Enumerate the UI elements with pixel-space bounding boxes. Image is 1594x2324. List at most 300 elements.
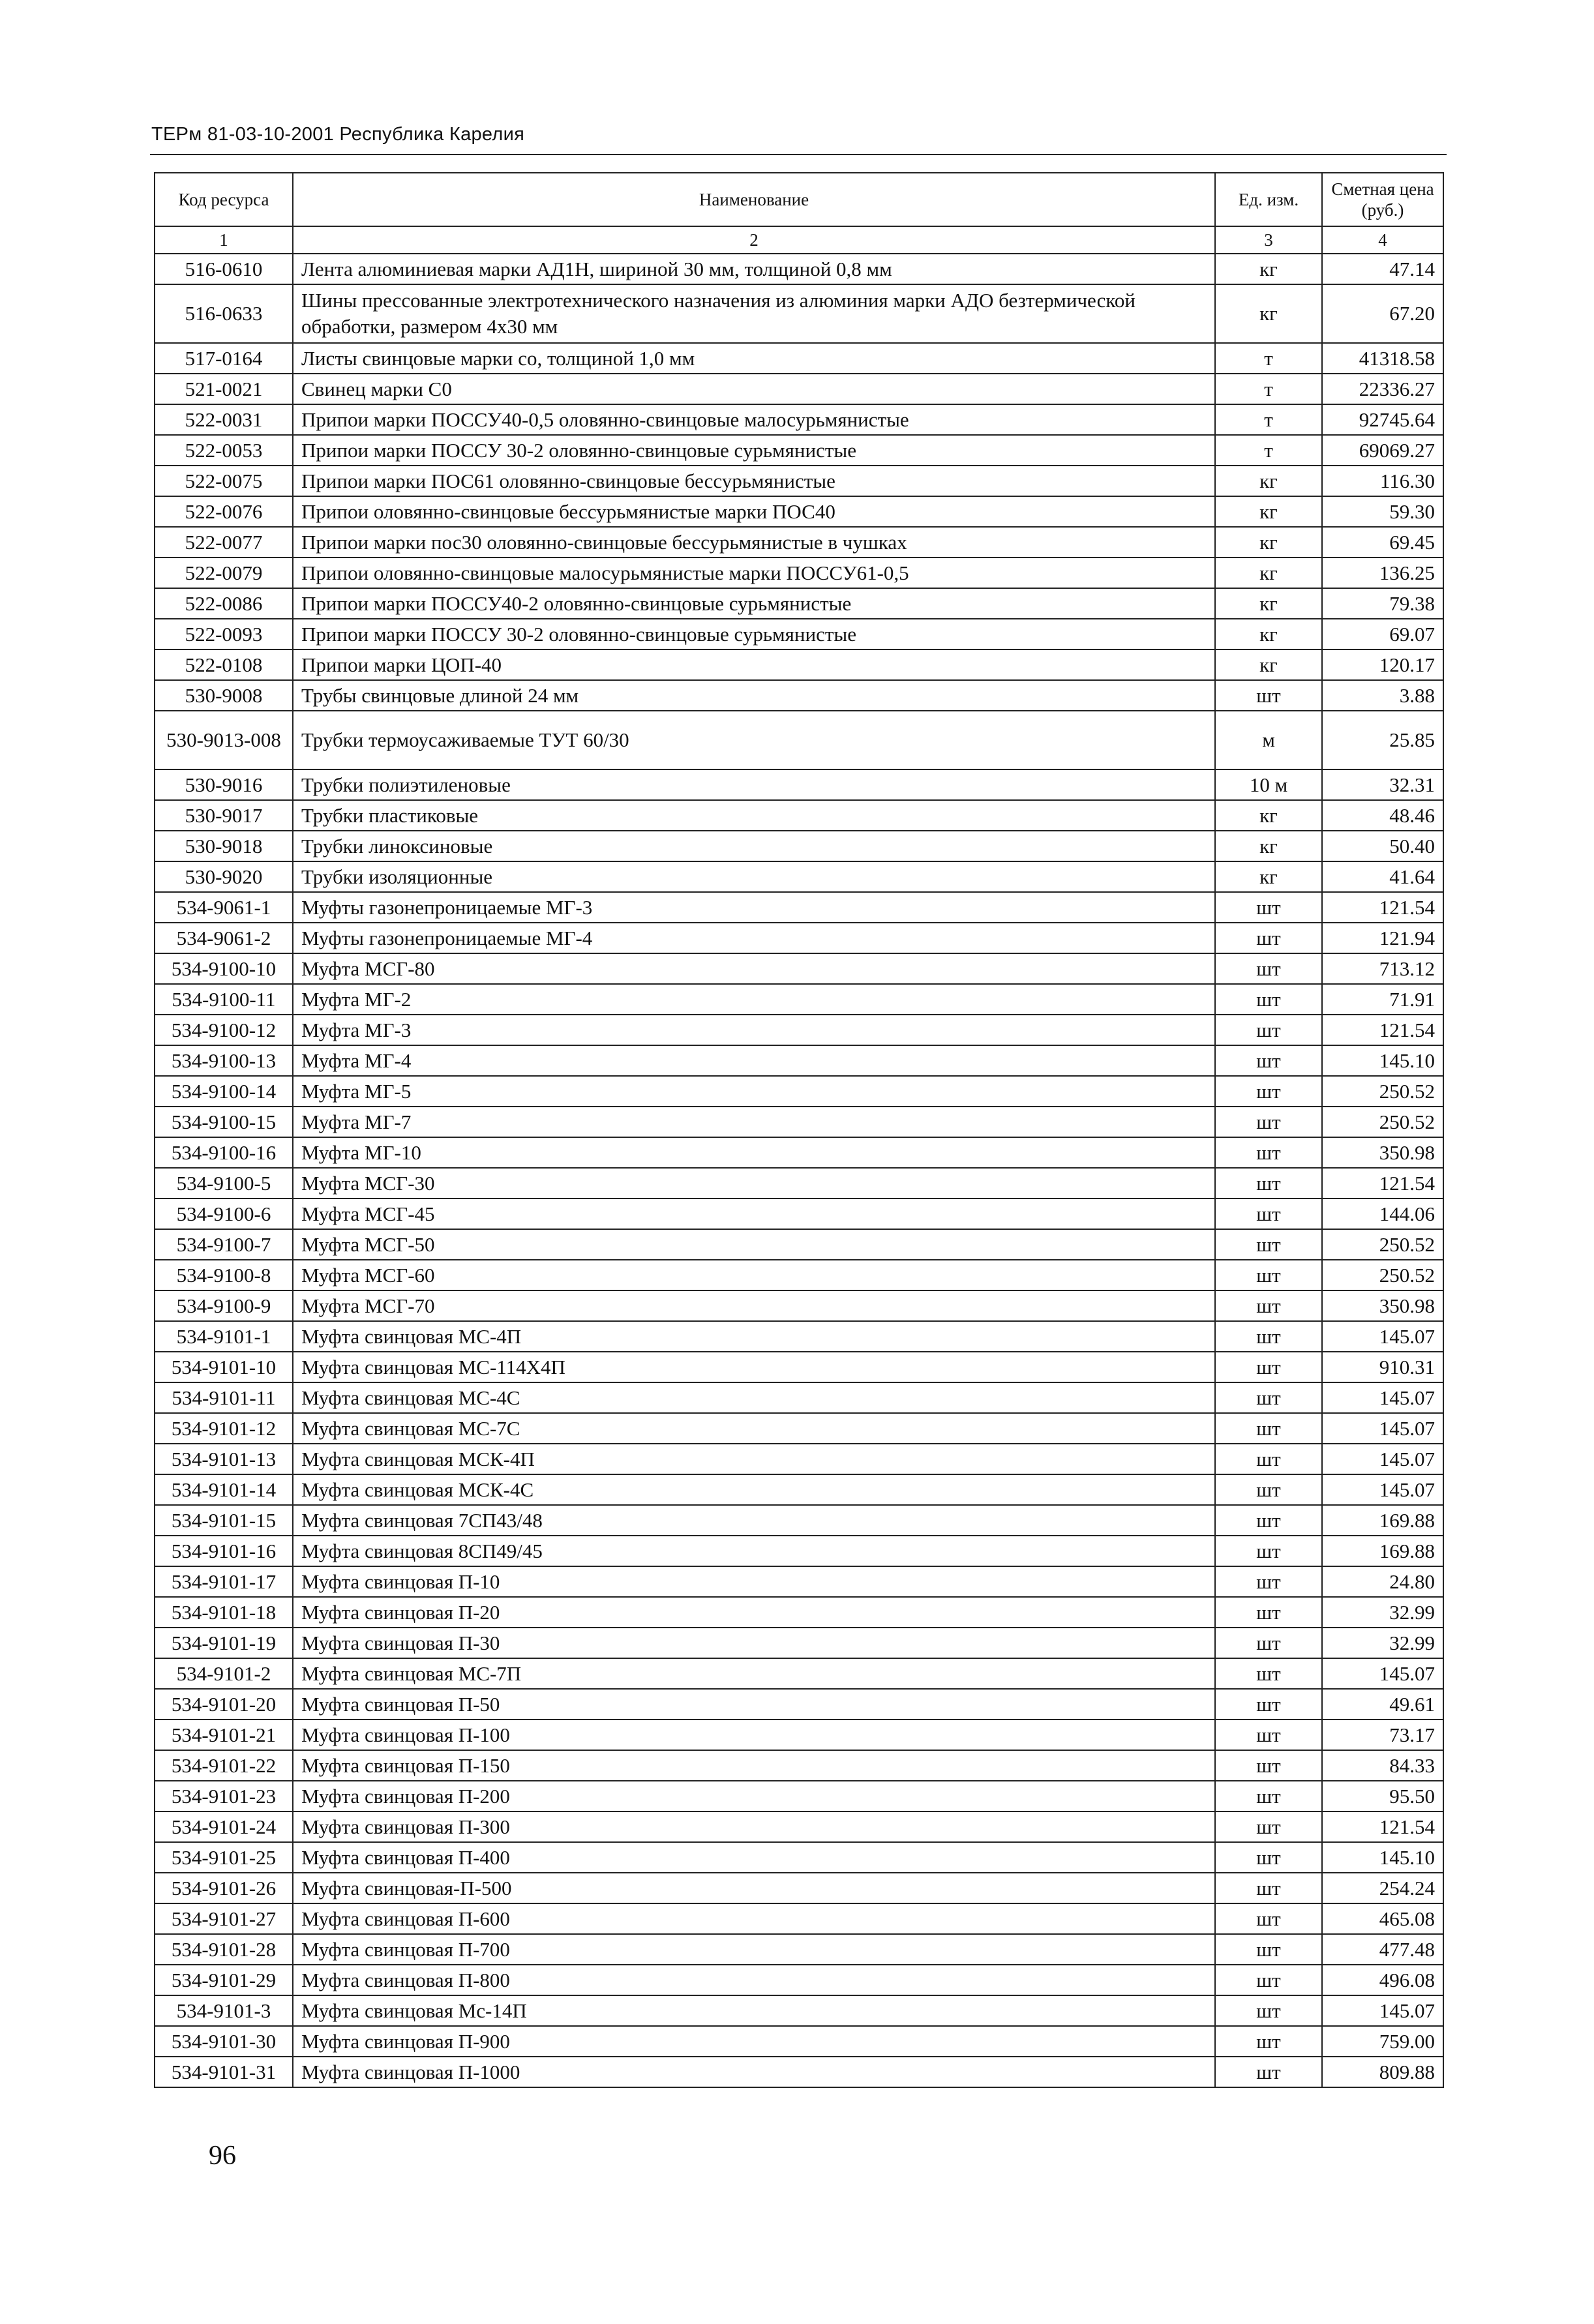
page-number: 96: [209, 2141, 236, 2171]
table-row: [155, 1168, 1443, 1199]
price-cell: 121.54: [1322, 1015, 1443, 1045]
resource-name-cell: Муфта свинцовая 8СП49/45: [293, 1536, 1215, 1566]
unit-cell: т: [1215, 343, 1322, 374]
price-cell: 250.52: [1322, 1260, 1443, 1290]
unit-cell: кг: [1215, 284, 1322, 343]
table-row: [155, 1260, 1443, 1290]
price-cell: 50.40: [1322, 831, 1443, 861]
resource-name-cell: Муфта МСГ-70: [293, 1290, 1215, 1321]
resource-code-cell: 534-9101-22: [155, 1750, 293, 1781]
resource-name-cell: Муфты газонепроницаемые МГ-4: [293, 923, 1215, 953]
table-row: [155, 1474, 1443, 1505]
unit-cell: шт: [1215, 1168, 1322, 1199]
price-cell: 95.50: [1322, 1781, 1443, 1811]
price-cell: 49.61: [1322, 1689, 1443, 1720]
resource-code-cell: 534-9101-19: [155, 1628, 293, 1658]
resource-name-cell: Муфта МГ-5: [293, 1076, 1215, 1107]
price-cell: 250.52: [1322, 1076, 1443, 1107]
table-row: [155, 1965, 1443, 1995]
price-cell: 116.30: [1322, 466, 1443, 496]
resource-code-cell: 534-9100-15: [155, 1107, 293, 1137]
price-cell: 121.54: [1322, 1811, 1443, 1842]
resource-code-cell: 530-9013-008: [155, 711, 293, 769]
table-row: [155, 1597, 1443, 1628]
resource-name-cell: Муфта свинцовая МС-114Х4П: [293, 1352, 1215, 1382]
table-row: [155, 861, 1443, 892]
unit-cell: шт: [1215, 1658, 1322, 1689]
resource-code-cell: 522-0079: [155, 558, 293, 588]
resource-name-cell: Трубки линоксиновые: [293, 831, 1215, 861]
resource-name-cell: Припои марки ПОССУ 30-2 оловянно-свинцовые сурьмянистые: [293, 435, 1215, 466]
price-cell: 809.88: [1322, 2057, 1443, 2087]
column-number-row: [155, 226, 1443, 254]
resource-name-cell: Муфта МСГ-60: [293, 1260, 1215, 1290]
unit-cell: шт: [1215, 1566, 1322, 1597]
resource-name-cell: Муфта свинцовая МС-4С: [293, 1382, 1215, 1413]
table-row: [155, 1720, 1443, 1750]
resource-code-cell: 534-9100-8: [155, 1260, 293, 1290]
price-cell: 145.07: [1322, 1413, 1443, 1444]
price-cell: 144.06: [1322, 1199, 1443, 1229]
resource-code-cell: 534-9101-12: [155, 1413, 293, 1444]
table-row: [155, 435, 1443, 466]
resource-code-cell: 534-9101-2: [155, 1658, 293, 1689]
resource-code-cell: 534-9061-1: [155, 892, 293, 923]
resource-price-table: [154, 172, 1444, 2088]
unit-cell: т: [1215, 374, 1322, 404]
price-cell: 169.88: [1322, 1505, 1443, 1536]
price-cell: 169.88: [1322, 1536, 1443, 1566]
resource-code-cell: 534-9101-30: [155, 2026, 293, 2057]
resource-name-cell: Лента алюминиевая марки АД1Н, шириной 30 мм, толщиной 0,8 мм: [293, 254, 1215, 284]
resource-name-cell: Муфта МГ-3: [293, 1015, 1215, 1045]
table-row: [155, 680, 1443, 711]
table-row: [155, 984, 1443, 1015]
resource-code-cell: 522-0093: [155, 619, 293, 649]
resource-name-cell: Муфта свинцовая П-10: [293, 1566, 1215, 1597]
unit-cell: м: [1215, 711, 1322, 769]
resource-name-cell: Муфта свинцовая МС-7С: [293, 1413, 1215, 1444]
table-row: [155, 1811, 1443, 1842]
price-cell: 69.07: [1322, 619, 1443, 649]
table-row: [155, 343, 1443, 374]
header-price: Сметная цена (руб.): [1322, 173, 1443, 226]
resource-name-cell: Припои марки ПОССУ 30-2 оловянно-свинцовые сурьмянистые: [293, 619, 1215, 649]
unit-cell: шт: [1215, 1107, 1322, 1137]
unit-cell: шт: [1215, 892, 1322, 923]
resource-code-cell: 534-9101-20: [155, 1689, 293, 1720]
unit-cell: шт: [1215, 1290, 1322, 1321]
table-row: [155, 649, 1443, 680]
resource-code-cell: 530-9017: [155, 800, 293, 831]
unit-cell: шт: [1215, 1474, 1322, 1505]
column-number: 4: [1322, 226, 1443, 254]
resource-name-cell: Муфта МСГ-30: [293, 1168, 1215, 1199]
resource-code-cell: 534-9101-14: [155, 1474, 293, 1505]
unit-cell: шт: [1215, 1965, 1322, 1995]
table-row: [155, 769, 1443, 800]
price-cell: 48.46: [1322, 800, 1443, 831]
unit-cell: шт: [1215, 1903, 1322, 1934]
unit-cell: шт: [1215, 984, 1322, 1015]
unit-cell: шт: [1215, 1444, 1322, 1474]
resource-code-cell: 534-9100-5: [155, 1168, 293, 1199]
unit-cell: кг: [1215, 649, 1322, 680]
unit-cell: шт: [1215, 1015, 1322, 1045]
resource-code-cell: 534-9100-9: [155, 1290, 293, 1321]
resource-code-cell: 534-9100-11: [155, 984, 293, 1015]
resource-code-cell: 534-9101-24: [155, 1811, 293, 1842]
resource-code-cell: 517-0164: [155, 343, 293, 374]
price-cell: 73.17: [1322, 1720, 1443, 1750]
resource-name-cell: Трубки термоусаживаемые ТУТ 60/30: [293, 711, 1215, 769]
table-row: [155, 1566, 1443, 1597]
resource-name-cell: Муфта МСГ-45: [293, 1199, 1215, 1229]
unit-cell: шт: [1215, 2026, 1322, 2057]
unit-cell: кг: [1215, 558, 1322, 588]
resource-code-cell: 534-9101-1: [155, 1321, 293, 1352]
unit-cell: шт: [1215, 1076, 1322, 1107]
table-row: [155, 496, 1443, 527]
resource-name-cell: Припои оловянно-свинцовые малосурьмянистые марки ПОССУ61-0,5: [293, 558, 1215, 588]
resource-code-cell: 522-0053: [155, 435, 293, 466]
price-cell: 145.07: [1322, 1658, 1443, 1689]
table-row: [155, 892, 1443, 923]
resource-name-cell: Муфта свинцовая П-300: [293, 1811, 1215, 1842]
table-row: [155, 1290, 1443, 1321]
resource-code-cell: 534-9100-12: [155, 1015, 293, 1045]
table-row: [155, 1444, 1443, 1474]
price-cell: 145.10: [1322, 1045, 1443, 1076]
resource-name-cell: Шины прессованные электротехнического назначения из алюминия марки АДО безтермической обработки, размером 4х30 мм: [293, 284, 1215, 343]
price-cell: 713.12: [1322, 953, 1443, 984]
price-cell: 121.94: [1322, 923, 1443, 953]
resource-code-cell: 534-9101-21: [155, 1720, 293, 1750]
price-cell: 136.25: [1322, 558, 1443, 588]
unit-cell: шт: [1215, 1995, 1322, 2026]
resource-name-cell: Муфта свинцовая МС-4П: [293, 1321, 1215, 1352]
resource-code-cell: 534-9100-6: [155, 1199, 293, 1229]
table-row: [155, 953, 1443, 984]
table-row: [155, 1903, 1443, 1934]
unit-cell: шт: [1215, 2057, 1322, 2087]
price-cell: 41318.58: [1322, 343, 1443, 374]
resource-name-cell: Муфта МСГ-80: [293, 953, 1215, 984]
price-cell: 69069.27: [1322, 435, 1443, 466]
resource-name-cell: Свинец марки С0: [293, 374, 1215, 404]
price-cell: 350.98: [1322, 1290, 1443, 1321]
resource-code-cell: 534-9100-10: [155, 953, 293, 984]
table-row: [155, 1321, 1443, 1352]
resource-name-cell: Муфта свинцовая П-100: [293, 1720, 1215, 1750]
table-row: [155, 466, 1443, 496]
unit-cell: шт: [1215, 1628, 1322, 1658]
price-cell: 145.07: [1322, 1444, 1443, 1474]
price-cell: 3.88: [1322, 680, 1443, 711]
price-cell: 32.99: [1322, 1597, 1443, 1628]
resource-code-cell: 534-9101-28: [155, 1934, 293, 1965]
price-cell: 22336.27: [1322, 374, 1443, 404]
resource-code-cell: 522-0077: [155, 527, 293, 558]
table-row: [155, 527, 1443, 558]
table-row: [155, 1934, 1443, 1965]
unit-cell: шт: [1215, 1045, 1322, 1076]
resource-code-cell: 534-9101-31: [155, 2057, 293, 2087]
resource-name-cell: Муфты газонепроницаемые МГ-3: [293, 892, 1215, 923]
price-cell: 910.31: [1322, 1352, 1443, 1382]
price-cell: 92745.64: [1322, 404, 1443, 435]
header-name: Наименование: [293, 173, 1215, 226]
column-number: 2: [293, 226, 1215, 254]
resource-code-cell: 534-9101-23: [155, 1781, 293, 1811]
resource-name-cell: Муфта свинцовая П-900: [293, 2026, 1215, 2057]
unit-cell: кг: [1215, 527, 1322, 558]
resource-name-cell: Муфта свинцовая П-30: [293, 1628, 1215, 1658]
resource-name-cell: Муфта МГ-2: [293, 984, 1215, 1015]
header-unit: Ед. изм.: [1215, 173, 1322, 226]
unit-cell: шт: [1215, 1873, 1322, 1903]
unit-cell: шт: [1215, 1750, 1322, 1781]
resource-code-cell: 522-0108: [155, 649, 293, 680]
table-row: [155, 1107, 1443, 1137]
unit-cell: шт: [1215, 1597, 1322, 1628]
price-cell: 250.52: [1322, 1107, 1443, 1137]
unit-cell: шт: [1215, 1781, 1322, 1811]
resource-code-cell: 530-9008: [155, 680, 293, 711]
table-row: [155, 1995, 1443, 2026]
resource-code-cell: 522-0075: [155, 466, 293, 496]
resource-code-cell: 534-9101-18: [155, 1597, 293, 1628]
unit-cell: шт: [1215, 1811, 1322, 1842]
resource-code-cell: 530-9020: [155, 861, 293, 892]
table-body: [155, 254, 1443, 2087]
table-row: [155, 1781, 1443, 1811]
table-row: [155, 1382, 1443, 1413]
price-cell: 121.54: [1322, 892, 1443, 923]
table-row: [155, 923, 1443, 953]
resource-name-cell: Припои марки пос30 оловянно-свинцовые бессурьмянистые в чушках: [293, 527, 1215, 558]
table-row: [155, 800, 1443, 831]
unit-cell: шт: [1215, 1137, 1322, 1168]
resource-code-cell: 534-9100-7: [155, 1229, 293, 1260]
price-cell: 350.98: [1322, 1137, 1443, 1168]
unit-cell: шт: [1215, 1689, 1322, 1720]
price-cell: 145.10: [1322, 1842, 1443, 1873]
price-cell: 59.30: [1322, 496, 1443, 527]
resource-code-cell: 534-9101-16: [155, 1536, 293, 1566]
unit-cell: шт: [1215, 1352, 1322, 1382]
resource-code-cell: 516-0633: [155, 284, 293, 343]
price-cell: 145.07: [1322, 1474, 1443, 1505]
price-cell: 71.91: [1322, 984, 1443, 1015]
table-row: [155, 2057, 1443, 2087]
unit-cell: шт: [1215, 680, 1322, 711]
unit-cell: шт: [1215, 1536, 1322, 1566]
table-row: [155, 1873, 1443, 1903]
price-cell: 496.08: [1322, 1965, 1443, 1995]
resource-name-cell: Муфта свинцовая П-150: [293, 1750, 1215, 1781]
unit-cell: шт: [1215, 1321, 1322, 1352]
unit-cell: кг: [1215, 466, 1322, 496]
price-cell: 120.17: [1322, 649, 1443, 680]
resource-code-cell: 534-9100-14: [155, 1076, 293, 1107]
resource-code-cell: 516-0610: [155, 254, 293, 284]
price-cell: 145.07: [1322, 1382, 1443, 1413]
table-row: [155, 711, 1443, 769]
header-resource-code: Код ресурса: [155, 173, 293, 226]
resource-name-cell: Муфта МГ-10: [293, 1137, 1215, 1168]
table-row: [155, 374, 1443, 404]
resource-name-cell: Муфта свинцовая Мс-14П: [293, 1995, 1215, 2026]
table-row: [155, 1076, 1443, 1107]
column-number: 1: [155, 226, 293, 254]
resource-name-cell: Трубы свинцовые длиной 24 мм: [293, 680, 1215, 711]
price-cell: 250.52: [1322, 1229, 1443, 1260]
resource-name-cell: Муфта свинцовая П-800: [293, 1965, 1215, 1995]
price-cell: 79.38: [1322, 588, 1443, 619]
resource-name-cell: Припои марки ПОС61 оловянно-свинцовые бессурьмянистые: [293, 466, 1215, 496]
resource-name-cell: Муфта МГ-4: [293, 1045, 1215, 1076]
price-cell: 465.08: [1322, 1903, 1443, 1934]
unit-cell: шт: [1215, 1413, 1322, 1444]
resource-code-cell: 534-9101-13: [155, 1444, 293, 1474]
price-cell: 121.54: [1322, 1168, 1443, 1199]
resource-code-cell: 534-9101-10: [155, 1352, 293, 1382]
price-cell: 25.85: [1322, 711, 1443, 769]
resource-name-cell: Муфта свинцовая П-700: [293, 1934, 1215, 1965]
resource-name-cell: Припои марки ПОССУ40-0,5 оловянно-свинцовые малосурьмянистые: [293, 404, 1215, 435]
resource-name-cell: Трубки пластиковые: [293, 800, 1215, 831]
price-cell: 24.80: [1322, 1566, 1443, 1597]
resource-name-cell: Муфта МГ-7: [293, 1107, 1215, 1137]
table-row: [155, 1536, 1443, 1566]
unit-cell: шт: [1215, 1720, 1322, 1750]
unit-cell: шт: [1215, 1260, 1322, 1290]
column-number: 3: [1215, 226, 1322, 254]
resource-code-cell: 522-0031: [155, 404, 293, 435]
resource-name-cell: Трубки полиэтиленовые: [293, 769, 1215, 800]
resource-code-cell: 534-9061-2: [155, 923, 293, 953]
resource-name-cell: Муфта свинцовая П-1000: [293, 2057, 1215, 2087]
table-row: [155, 284, 1443, 343]
price-cell: 477.48: [1322, 1934, 1443, 1965]
table-row: [155, 1505, 1443, 1536]
resource-code-cell: 534-9101-27: [155, 1903, 293, 1934]
resource-name-cell: Муфта свинцовая П-400: [293, 1842, 1215, 1873]
price-cell: 32.31: [1322, 769, 1443, 800]
unit-cell: шт: [1215, 923, 1322, 953]
resource-name-cell: Муфта свинцовая-П-500: [293, 1873, 1215, 1903]
resource-name-cell: Муфта свинцовая МСК-4С: [293, 1474, 1215, 1505]
resource-name-cell: Припои марки ЦОП-40: [293, 649, 1215, 680]
resource-code-cell: 530-9016: [155, 769, 293, 800]
resource-name-cell: Припои марки ПОССУ40-2 оловянно-свинцовые сурьмянистые: [293, 588, 1215, 619]
price-cell: 47.14: [1322, 254, 1443, 284]
resource-code-cell: 534-9100-16: [155, 1137, 293, 1168]
table-row: [155, 1352, 1443, 1382]
table-row: [155, 1137, 1443, 1168]
resource-name-cell: Припои оловянно-свинцовые бессурьмянистые марки ПОС40: [293, 496, 1215, 527]
table-header-row: [155, 173, 1443, 226]
table-row: [155, 2026, 1443, 2057]
price-cell: 41.64: [1322, 861, 1443, 892]
unit-cell: шт: [1215, 1229, 1322, 1260]
table-row: [155, 1045, 1443, 1076]
price-cell: 67.20: [1322, 284, 1443, 343]
unit-cell: т: [1215, 404, 1322, 435]
unit-cell: кг: [1215, 619, 1322, 649]
table-row: [155, 1199, 1443, 1229]
table-row: [155, 831, 1443, 861]
resource-code-cell: 534-9101-25: [155, 1842, 293, 1873]
running-header: ТЕРм 81-03-10-2001 Республика Карелия: [151, 124, 525, 145]
unit-cell: т: [1215, 435, 1322, 466]
unit-cell: шт: [1215, 1382, 1322, 1413]
resource-name-cell: Муфта свинцовая 7СП43/48: [293, 1505, 1215, 1536]
table-row: [155, 588, 1443, 619]
header-rule: [150, 154, 1447, 155]
resource-name-cell: Муфта свинцовая П-50: [293, 1689, 1215, 1720]
unit-cell: кг: [1215, 496, 1322, 527]
table-row: [155, 254, 1443, 284]
unit-cell: шт: [1215, 1934, 1322, 1965]
price-cell: 69.45: [1322, 527, 1443, 558]
unit-cell: шт: [1215, 1842, 1322, 1873]
resource-name-cell: Трубки изоляционные: [293, 861, 1215, 892]
resource-name-cell: Муфта свинцовая П-600: [293, 1903, 1215, 1934]
table-row: [155, 1842, 1443, 1873]
price-cell: 145.07: [1322, 1321, 1443, 1352]
price-cell: 84.33: [1322, 1750, 1443, 1781]
unit-cell: шт: [1215, 1505, 1322, 1536]
resource-name-cell: Муфта свинцовая П-200: [293, 1781, 1215, 1811]
resource-name-cell: Муфта свинцовая МС-7П: [293, 1658, 1215, 1689]
resource-name-cell: Муфта свинцовая П-20: [293, 1597, 1215, 1628]
unit-cell: кг: [1215, 861, 1322, 892]
resource-code-cell: 534-9101-11: [155, 1382, 293, 1413]
resource-name-cell: Листы свинцовые марки со, толщиной 1,0 мм: [293, 343, 1215, 374]
unit-cell: 10 м: [1215, 769, 1322, 800]
resource-code-cell: 534-9101-17: [155, 1566, 293, 1597]
resource-code-cell: 534-9100-13: [155, 1045, 293, 1076]
resource-code-cell: 530-9018: [155, 831, 293, 861]
resource-code-cell: 534-9101-3: [155, 1995, 293, 2026]
table-row: [155, 558, 1443, 588]
unit-cell: кг: [1215, 254, 1322, 284]
table-row: [155, 1689, 1443, 1720]
resource-code-cell: 522-0086: [155, 588, 293, 619]
unit-cell: кг: [1215, 800, 1322, 831]
table-row: [155, 404, 1443, 435]
unit-cell: шт: [1215, 953, 1322, 984]
resource-code-cell: 534-9101-26: [155, 1873, 293, 1903]
table-row: [155, 1658, 1443, 1689]
resource-name-cell: Муфта МСГ-50: [293, 1229, 1215, 1260]
unit-cell: кг: [1215, 831, 1322, 861]
resource-code-cell: 521-0021: [155, 374, 293, 404]
unit-cell: шт: [1215, 1199, 1322, 1229]
table-row: [155, 619, 1443, 649]
resource-code-cell: 534-9101-15: [155, 1505, 293, 1536]
price-cell: 145.07: [1322, 1995, 1443, 2026]
resource-code-cell: 534-9101-29: [155, 1965, 293, 1995]
table-row: [155, 1229, 1443, 1260]
resource-name-cell: Муфта свинцовая МСК-4П: [293, 1444, 1215, 1474]
price-cell: 32.99: [1322, 1628, 1443, 1658]
table-row: [155, 1628, 1443, 1658]
resource-code-cell: 522-0076: [155, 496, 293, 527]
table-row: [155, 1413, 1443, 1444]
